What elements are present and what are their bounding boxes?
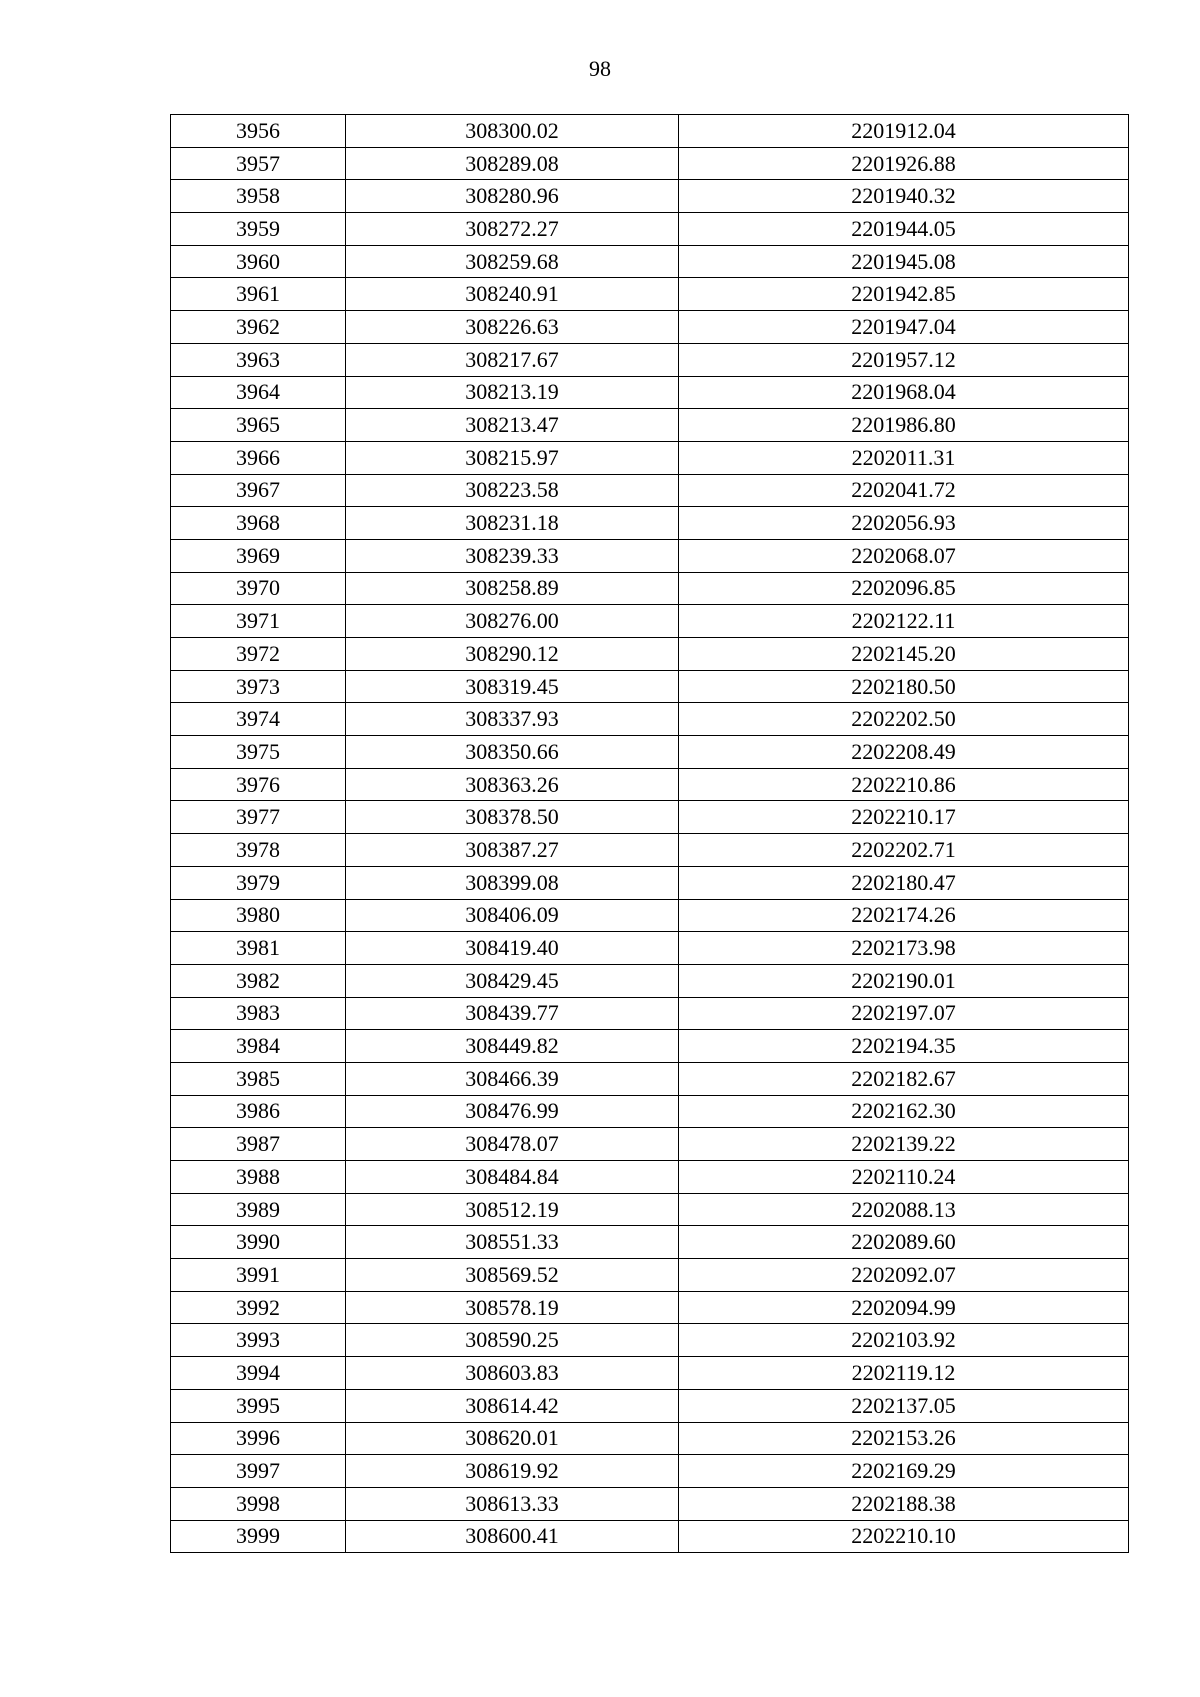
- x-coordinate-cell: 308406.09: [346, 899, 679, 932]
- x-coordinate-cell: 308259.68: [346, 245, 679, 278]
- table-row: [171, 507, 1129, 540]
- table-row: [171, 1259, 1129, 1292]
- y-coordinate-cell: 2202145.20: [679, 638, 1129, 671]
- point-number-cell: 3966: [171, 441, 346, 474]
- table-row: [171, 899, 1129, 932]
- table-row: [171, 376, 1129, 409]
- x-coordinate-cell: 308551.33: [346, 1226, 679, 1259]
- point-number-cell: 3961: [171, 278, 346, 311]
- point-number-cell: 3968: [171, 507, 346, 540]
- point-number-cell: 3994: [171, 1357, 346, 1390]
- x-coordinate-cell: 308280.96: [346, 180, 679, 213]
- y-coordinate-cell: 2202208.49: [679, 736, 1129, 769]
- y-coordinate-cell: 2202180.47: [679, 866, 1129, 899]
- point-number-cell: 3969: [171, 539, 346, 572]
- y-coordinate-cell: 2202182.67: [679, 1062, 1129, 1095]
- y-coordinate-cell: 2202202.50: [679, 703, 1129, 736]
- x-coordinate-cell: 308466.39: [346, 1062, 679, 1095]
- y-coordinate-cell: 2202088.13: [679, 1193, 1129, 1226]
- table-row: [171, 539, 1129, 572]
- x-coordinate-cell: 308276.00: [346, 605, 679, 638]
- x-coordinate-cell: 308289.08: [346, 147, 679, 180]
- y-coordinate-cell: 2202180.50: [679, 670, 1129, 703]
- y-coordinate-cell: 2202122.11: [679, 605, 1129, 638]
- y-coordinate-cell: 2202162.30: [679, 1095, 1129, 1128]
- table-row: [171, 409, 1129, 442]
- coordinate-table: [170, 114, 1129, 1553]
- table-row: [171, 1291, 1129, 1324]
- y-coordinate-cell: 2201912.04: [679, 115, 1129, 148]
- point-number-cell: 3980: [171, 899, 346, 932]
- y-coordinate-cell: 2202011.31: [679, 441, 1129, 474]
- table-row: [171, 1193, 1129, 1226]
- point-number-cell: 3976: [171, 768, 346, 801]
- table-row: [171, 932, 1129, 965]
- point-number-cell: 3970: [171, 572, 346, 605]
- x-coordinate-cell: 308399.08: [346, 866, 679, 899]
- y-coordinate-cell: 2201940.32: [679, 180, 1129, 213]
- x-coordinate-cell: 308476.99: [346, 1095, 679, 1128]
- table-row: [171, 1226, 1129, 1259]
- page-number: 98: [589, 56, 611, 81]
- table-row: [171, 572, 1129, 605]
- table-row: [171, 1161, 1129, 1194]
- point-number-cell: 3989: [171, 1193, 346, 1226]
- table-row: [171, 311, 1129, 344]
- x-coordinate-cell: 308378.50: [346, 801, 679, 834]
- table-row: [171, 115, 1129, 148]
- y-coordinate-cell: 2202210.17: [679, 801, 1129, 834]
- x-coordinate-cell: 308350.66: [346, 736, 679, 769]
- x-coordinate-cell: 308217.67: [346, 343, 679, 376]
- table-row: [171, 1455, 1129, 1488]
- point-number-cell: 3964: [171, 376, 346, 409]
- table-row: [171, 441, 1129, 474]
- y-coordinate-cell: 2202056.93: [679, 507, 1129, 540]
- point-number-cell: 3986: [171, 1095, 346, 1128]
- x-coordinate-cell: 308231.18: [346, 507, 679, 540]
- table-row: [171, 703, 1129, 736]
- y-coordinate-cell: 2202089.60: [679, 1226, 1129, 1259]
- x-coordinate-cell: 308569.52: [346, 1259, 679, 1292]
- y-coordinate-cell: 2202119.12: [679, 1357, 1129, 1390]
- table-row: [171, 474, 1129, 507]
- table-row: [171, 964, 1129, 997]
- point-number-cell: 3963: [171, 343, 346, 376]
- y-coordinate-cell: 2202194.35: [679, 1030, 1129, 1063]
- point-number-cell: 3984: [171, 1030, 346, 1063]
- point-number-cell: 3985: [171, 1062, 346, 1095]
- table-row: [171, 997, 1129, 1030]
- table-row: [171, 1128, 1129, 1161]
- y-coordinate-cell: 2202094.99: [679, 1291, 1129, 1324]
- x-coordinate-cell: 308300.02: [346, 115, 679, 148]
- y-coordinate-cell: 2202068.07: [679, 539, 1129, 572]
- y-coordinate-cell: 2202210.86: [679, 768, 1129, 801]
- x-coordinate-cell: 308319.45: [346, 670, 679, 703]
- x-coordinate-cell: 308484.84: [346, 1161, 679, 1194]
- x-coordinate-cell: 308240.91: [346, 278, 679, 311]
- y-coordinate-cell: 2202173.98: [679, 932, 1129, 965]
- x-coordinate-cell: 308429.45: [346, 964, 679, 997]
- y-coordinate-cell: 2201957.12: [679, 343, 1129, 376]
- y-coordinate-cell: 2202139.22: [679, 1128, 1129, 1161]
- point-number-cell: 3975: [171, 736, 346, 769]
- y-coordinate-cell: 2202210.10: [679, 1520, 1129, 1553]
- point-number-cell: 3957: [171, 147, 346, 180]
- table-row: [171, 638, 1129, 671]
- x-coordinate-cell: 308239.33: [346, 539, 679, 572]
- x-coordinate-cell: 308590.25: [346, 1324, 679, 1357]
- point-number-cell: 3965: [171, 409, 346, 442]
- y-coordinate-cell: 2202169.29: [679, 1455, 1129, 1488]
- point-number-cell: 3991: [171, 1259, 346, 1292]
- table-row: [171, 736, 1129, 769]
- table-row: [171, 866, 1129, 899]
- table-row: [171, 1422, 1129, 1455]
- table-row: [171, 801, 1129, 834]
- x-coordinate-cell: 308600.41: [346, 1520, 679, 1553]
- x-coordinate-cell: 308387.27: [346, 834, 679, 867]
- table-row: [171, 1095, 1129, 1128]
- y-coordinate-cell: 2202096.85: [679, 572, 1129, 605]
- point-number-cell: 3967: [171, 474, 346, 507]
- point-number-cell: 3990: [171, 1226, 346, 1259]
- point-number-cell: 3959: [171, 213, 346, 246]
- y-coordinate-cell: 2201942.85: [679, 278, 1129, 311]
- table-row: [171, 245, 1129, 278]
- point-number-cell: 3993: [171, 1324, 346, 1357]
- table-row: [171, 1324, 1129, 1357]
- table-row: [171, 670, 1129, 703]
- y-coordinate-cell: 2202137.05: [679, 1389, 1129, 1422]
- point-number-cell: 3956: [171, 115, 346, 148]
- point-number-cell: 3998: [171, 1487, 346, 1520]
- point-number-cell: 3978: [171, 834, 346, 867]
- point-number-cell: 3972: [171, 638, 346, 671]
- coordinate-table-body: [171, 115, 1129, 1553]
- x-coordinate-cell: 308578.19: [346, 1291, 679, 1324]
- x-coordinate-cell: 308258.89: [346, 572, 679, 605]
- point-number-cell: 3995: [171, 1389, 346, 1422]
- table-row: [171, 278, 1129, 311]
- table-row: [171, 1520, 1129, 1553]
- point-number-cell: 3974: [171, 703, 346, 736]
- point-number-cell: 3962: [171, 311, 346, 344]
- y-coordinate-cell: 2202174.26: [679, 899, 1129, 932]
- y-coordinate-cell: 2202197.07: [679, 997, 1129, 1030]
- point-number-cell: 3996: [171, 1422, 346, 1455]
- y-coordinate-cell: 2202110.24: [679, 1161, 1129, 1194]
- x-coordinate-cell: 308620.01: [346, 1422, 679, 1455]
- y-coordinate-cell: 2201947.04: [679, 311, 1129, 344]
- point-number-cell: 3958: [171, 180, 346, 213]
- table-row: [171, 834, 1129, 867]
- x-coordinate-cell: 308619.92: [346, 1455, 679, 1488]
- point-number-cell: 3987: [171, 1128, 346, 1161]
- table-row: [171, 605, 1129, 638]
- x-coordinate-cell: 308478.07: [346, 1128, 679, 1161]
- x-coordinate-cell: 308613.33: [346, 1487, 679, 1520]
- table-row: [171, 180, 1129, 213]
- x-coordinate-cell: 308223.58: [346, 474, 679, 507]
- y-coordinate-cell: 2202188.38: [679, 1487, 1129, 1520]
- point-number-cell: 3981: [171, 932, 346, 965]
- y-coordinate-cell: 2201944.05: [679, 213, 1129, 246]
- x-coordinate-cell: 308337.93: [346, 703, 679, 736]
- point-number-cell: 3999: [171, 1520, 346, 1553]
- x-coordinate-cell: 308213.47: [346, 409, 679, 442]
- x-coordinate-cell: 308614.42: [346, 1389, 679, 1422]
- point-number-cell: 3982: [171, 964, 346, 997]
- x-coordinate-cell: 308603.83: [346, 1357, 679, 1390]
- table-row: [171, 1062, 1129, 1095]
- y-coordinate-cell: 2201926.88: [679, 147, 1129, 180]
- table-row: [171, 1030, 1129, 1063]
- table-row: [171, 1487, 1129, 1520]
- point-number-cell: 3983: [171, 997, 346, 1030]
- y-coordinate-cell: 2201945.08: [679, 245, 1129, 278]
- table-row: [171, 1389, 1129, 1422]
- point-number-cell: 3960: [171, 245, 346, 278]
- y-coordinate-cell: 2201986.80: [679, 409, 1129, 442]
- x-coordinate-cell: 308512.19: [346, 1193, 679, 1226]
- x-coordinate-cell: 308419.40: [346, 932, 679, 965]
- point-number-cell: 3971: [171, 605, 346, 638]
- table-row: [171, 768, 1129, 801]
- x-coordinate-cell: 308363.26: [346, 768, 679, 801]
- x-coordinate-cell: 308439.77: [346, 997, 679, 1030]
- point-number-cell: 3997: [171, 1455, 346, 1488]
- point-number-cell: 3992: [171, 1291, 346, 1324]
- y-coordinate-cell: 2201968.04: [679, 376, 1129, 409]
- x-coordinate-cell: 308226.63: [346, 311, 679, 344]
- table-row: [171, 343, 1129, 376]
- point-number-cell: 3988: [171, 1161, 346, 1194]
- x-coordinate-cell: 308213.19: [346, 376, 679, 409]
- point-number-cell: 3979: [171, 866, 346, 899]
- y-coordinate-cell: 2202202.71: [679, 834, 1129, 867]
- y-coordinate-cell: 2202092.07: [679, 1259, 1129, 1292]
- y-coordinate-cell: 2202103.92: [679, 1324, 1129, 1357]
- table-row: [171, 147, 1129, 180]
- point-number-cell: 3973: [171, 670, 346, 703]
- x-coordinate-cell: 308449.82: [346, 1030, 679, 1063]
- y-coordinate-cell: 2202041.72: [679, 474, 1129, 507]
- y-coordinate-cell: 2202190.01: [679, 964, 1129, 997]
- table-row: [171, 1357, 1129, 1390]
- y-coordinate-cell: 2202153.26: [679, 1422, 1129, 1455]
- x-coordinate-cell: 308272.27: [346, 213, 679, 246]
- x-coordinate-cell: 308290.12: [346, 638, 679, 671]
- table-row: [171, 213, 1129, 246]
- point-number-cell: 3977: [171, 801, 346, 834]
- x-coordinate-cell: 308215.97: [346, 441, 679, 474]
